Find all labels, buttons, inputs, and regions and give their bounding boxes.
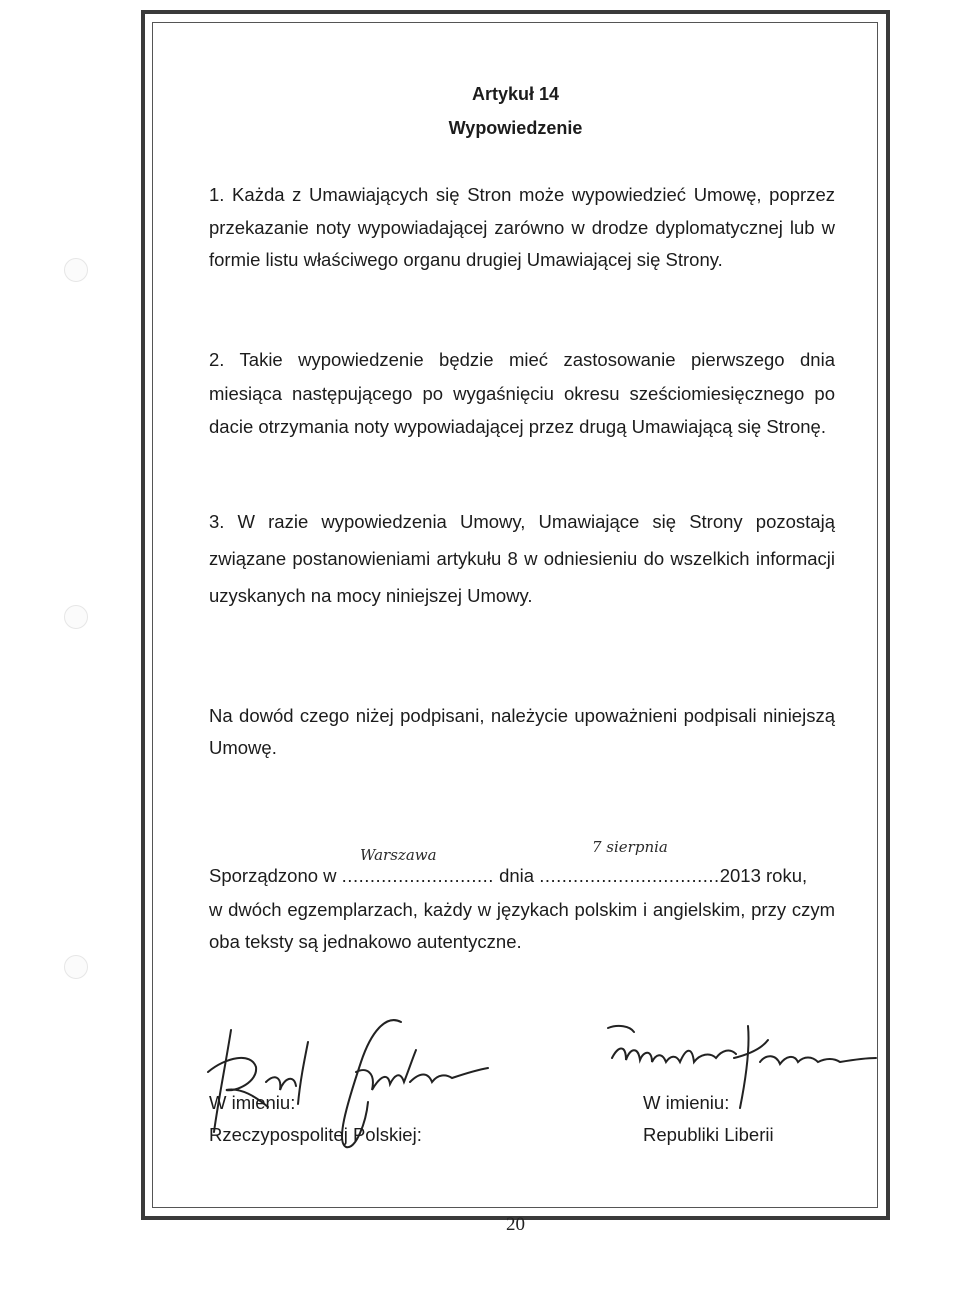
execution-rest: w dwóch egzemplarzach, każdy w językach polskim i angielskim, przy czym oba teksty są jednakowo autentyczne. [209,899,835,952]
signatory-liberia-on-behalf: W imieniu: [643,1092,730,1113]
page-number: 20 [506,1214,525,1235]
handwritten-date: 7 sierpnia [592,838,668,856]
witness-clause: Na dowód czego niżej podpisani, należycie upoważnieni podpisali niniejszą Umowę. [209,705,835,758]
year-suffix: 2013 roku, [719,865,808,886]
day-label: dnia [499,865,535,886]
signatory-poland-on-behalf: W imieniu: [209,1092,296,1113]
execution-line [209,865,835,887]
place-dots: ........................... [341,865,494,886]
signatory-poland [209,1087,422,1151]
article-number: Artykuł 14 [471,84,560,104]
punch-hole [64,955,88,979]
handwritten-place: Warszawa [360,846,437,864]
punch-hole [64,258,88,282]
done-at-label: Sporządzono w [209,865,337,886]
date-dots: ................................ [539,865,720,886]
paragraph-1: 1. Każda z Umawiających się Stron może wypowiedzieć Umowę, poprzez przekazanie noty wypowiadającej zarówno w drodze dyplomatycznej lub w formie listu właściwego organu drugiej Umawiającej się Strony. [209,184,835,270]
punch-hole [64,605,88,629]
signatory-poland-country: Rzeczypospolitej Polskiej: [209,1124,422,1145]
signatory-liberia [643,1087,774,1151]
signatory-liberia-country: Republiki Liberii [643,1124,774,1145]
article-title: Wypowiedzenie [448,118,583,138]
paragraph-2: 2. Takie wypowiedzenie będzie mieć zastosowanie pierwszego dnia miesiąca następującego po wygaśnięciu okresu sześciomiesięcznego po dacie otrzymania noty wypowiadającej przez drugą Umawiającą się Stronę. [209,349,835,437]
paragraph-3: 3. W razie wypowiedzenia Umowy, Umawiające się Strony pozostają związane postanowieniami artykułu 8 w odniesieniu do wszelkich informacji uzyskanych na mocy niniejszej Umowy. [209,511,835,606]
